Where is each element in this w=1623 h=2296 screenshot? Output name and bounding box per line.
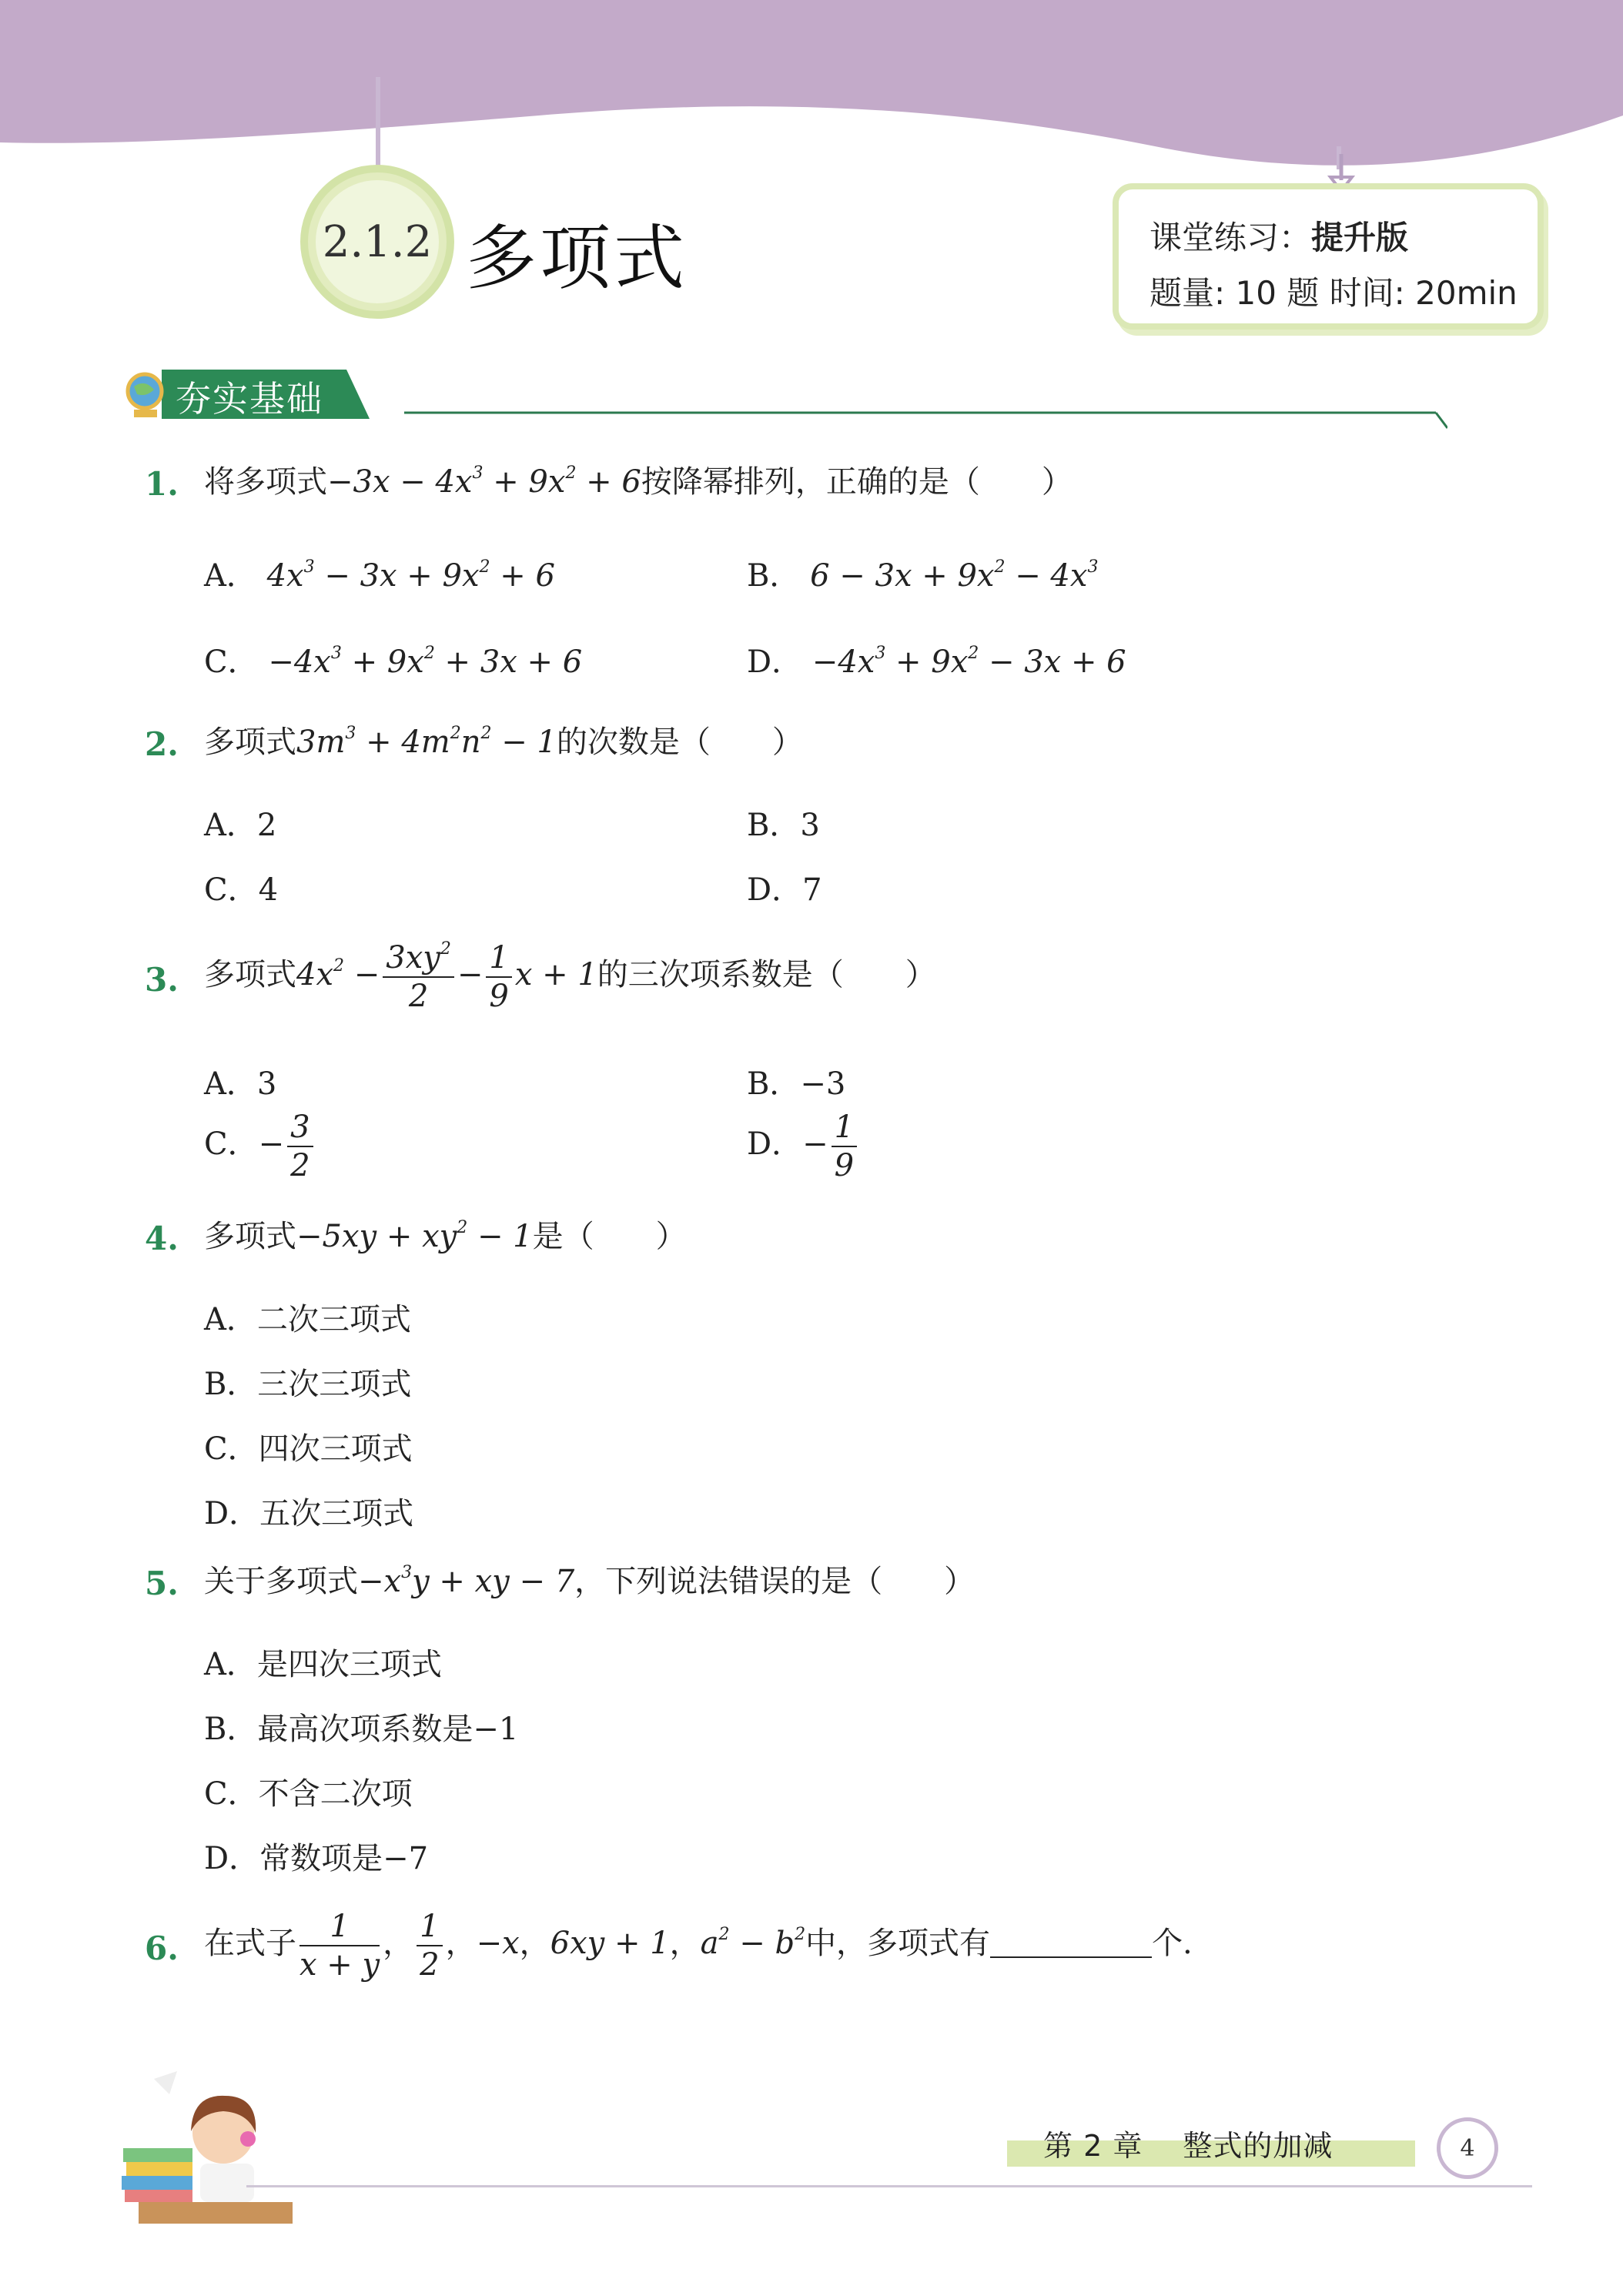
student-illustration — [108, 2048, 316, 2225]
option-c[interactable]: C．四次三项式 — [204, 1431, 413, 1467]
option-d[interactable]: D． $-4x^3 + 9x^2 - 3x + 6$ — [747, 644, 1126, 680]
option-a[interactable]: A． $4x^3 - 3x + 9x^2 + 6$ — [204, 557, 555, 594]
option-a[interactable]: A．是四次三项式 — [204, 1647, 442, 1682]
question-number: 3. — [145, 961, 179, 999]
question-number: 4. — [145, 1220, 179, 1257]
question-stem: 多项式$-5xy + xy^2 - 1$是（ ） — [204, 1218, 687, 1254]
section-divider — [404, 408, 1447, 431]
question-number: 1. — [145, 465, 179, 503]
footer-divider — [246, 2185, 1532, 2187]
option-b[interactable]: B．−3 — [747, 1066, 846, 1102]
option-d[interactable]: D．− $\frac{1}{9}$ — [747, 1109, 860, 1184]
question-stem: 在式子 $\frac{1}{x + y}$ ， $\frac{1}{2}$ ，−x，6xy + 1，$a^2 - b^2$中，多项式有 个. — [204, 1909, 1193, 1983]
question-number: 2. — [145, 725, 179, 763]
header-wave — [0, 0, 1623, 200]
practice-level: 提升版 — [1311, 219, 1409, 256]
option-b[interactable]: B．最高次项系数是−1 — [204, 1712, 519, 1747]
question-stem: 将多项式$-3x - 4x^3 + 9x^2 + 6$按降幂排列，正确的是（ ） — [204, 464, 1073, 500]
option-c[interactable]: C．4 — [204, 872, 279, 908]
practice-label: 课堂练习：提升版 — [1149, 219, 1409, 256]
practice-info-card — [1113, 183, 1544, 330]
option-b[interactable]: B．三次三项式 — [204, 1367, 412, 1402]
footer-chapter: 第 2 章 整式的加减 — [1043, 2129, 1334, 2163]
option-b[interactable]: B． $6 - 3x + 9x^2 - 4x^3$ — [747, 557, 1099, 594]
hanging-string-left — [376, 77, 380, 169]
section-number-badge — [300, 165, 454, 319]
question-number: 6. — [145, 1930, 179, 1967]
question-stem: 关于多项式$-x^3y$ + xy − 7，下列说法错误的是（ ） — [204, 1563, 975, 1599]
page-number: 4 — [1437, 2117, 1498, 2179]
option-c[interactable]: C．− $\frac{3}{2}$ — [204, 1109, 316, 1184]
practice-meta: 题量: 10 题 时间: 20min — [1149, 274, 1518, 312]
question-stem: 多项式$3m^3 + 4m^2n^2 - 1$的次数是（ ） — [204, 724, 803, 760]
page-title: 多项式 — [466, 217, 688, 300]
option-b[interactable]: B．3 — [747, 808, 820, 843]
section-banner-label: 夯实基础 — [176, 378, 323, 420]
option-a[interactable]: A．2 — [204, 808, 277, 843]
question-stem: 多项式$4x^2$ − $\frac{3xy^2}{2}$ − $\frac{1}{9}$ x + 1的三次项系数是（ ） — [204, 939, 936, 1014]
option-c[interactable]: C． $-4x^3 + 9x^2 + 3x + 6$ — [204, 644, 583, 680]
option-c[interactable]: C．不含二次项 — [204, 1776, 413, 1812]
answer-blank[interactable] — [990, 1927, 1152, 1958]
option-d[interactable]: D．7 — [747, 872, 822, 908]
option-d[interactable]: D．常数项是−7 — [204, 1841, 429, 1876]
question-number: 5. — [145, 1565, 179, 1602]
option-a[interactable]: A．3 — [204, 1066, 277, 1102]
section-number: 2.1.2 — [316, 180, 439, 303]
option-a[interactable]: A．二次三项式 — [204, 1302, 411, 1337]
option-d[interactable]: D．五次三项式 — [204, 1496, 414, 1531]
